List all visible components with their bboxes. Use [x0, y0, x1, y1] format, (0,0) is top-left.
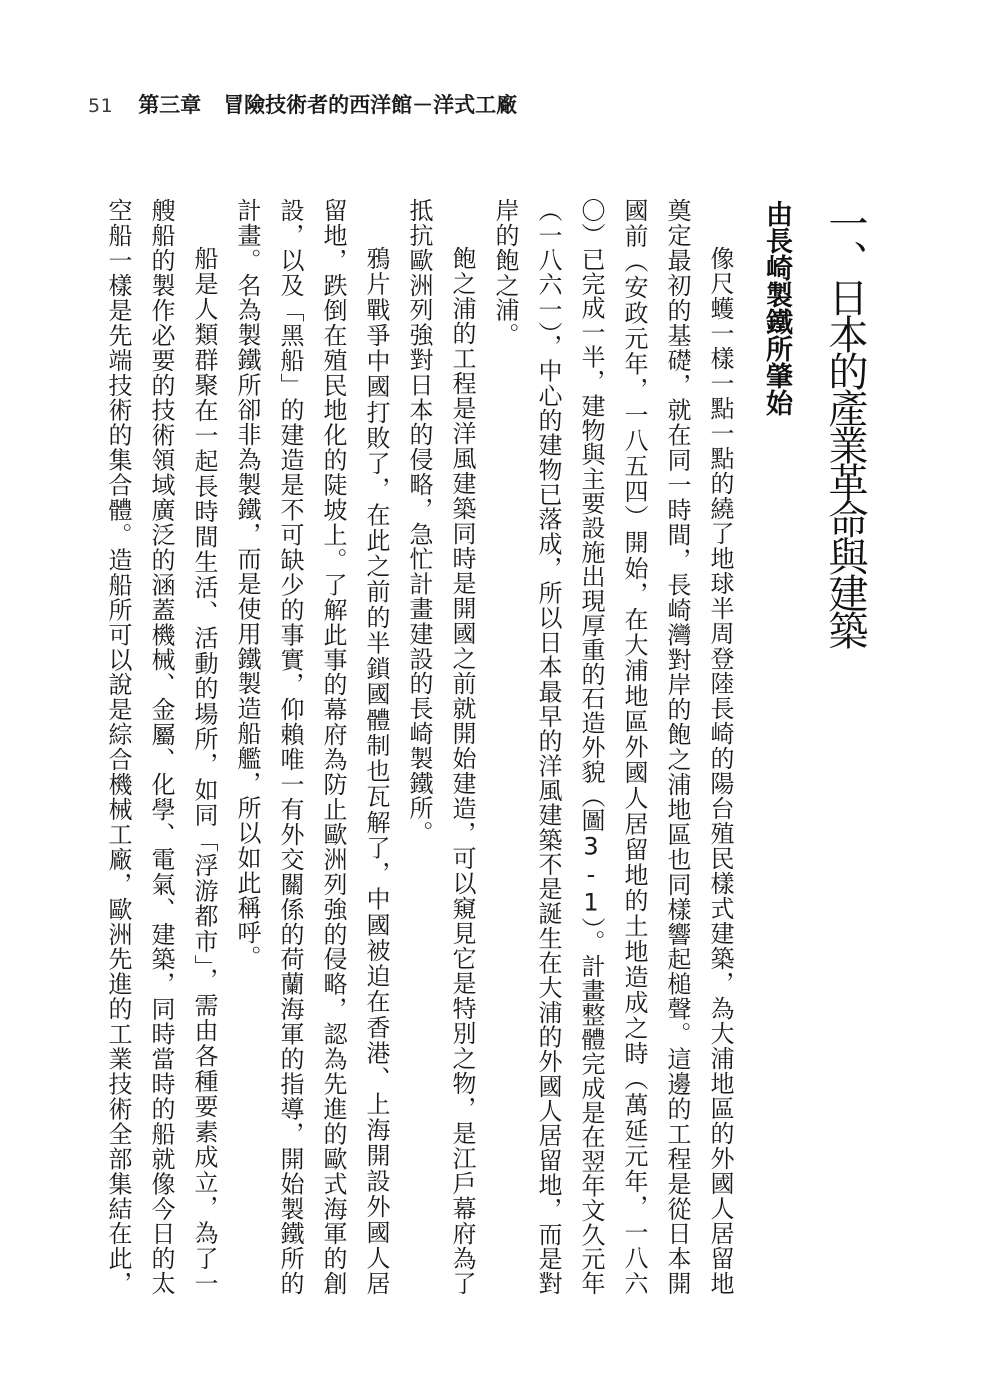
body-line: 艘船的製作必要的技術領域廣泛的涵蓋機械、金屬、化學、電氣、建築，同時當時的船就像今日的太 [147, 198, 175, 1295]
body-line: 設，以及「黑船」的建造是不可缺少的事實，仰賴唯一有外交關係的荷蘭海軍的指導，開始製鐵所的 [276, 198, 304, 1295]
chapter-title: 冒險技術者的西洋館－洋式工廠 [223, 93, 518, 117]
body-line: 岸的飽之浦。 [491, 198, 519, 348]
body-line: 奠定最初的基礎，就在同一時間，長崎灣對岸的飽之浦地區也同樣響起槌聲。這邊的工程是從日本開 [663, 198, 691, 1295]
running-header [88, 92, 517, 119]
body-line: 計畫。名為製鐵所卻非為製鐵，而是使用鐵製造船艦，所以如此稱呼。 [233, 198, 261, 970]
body-line: 船是人類群聚在一起長時間生活、活動的場所，如同「浮游都市」，需由各種要素成立，為了一 [190, 246, 218, 1295]
body-line: （一八六一），中心的建物已落成，所以日本最早的洋風建築不是誕生在大浦的外國人居留地，而是對 [534, 198, 562, 1295]
body-line: 空船一樣是先端技術的集合體。造船所可以說是綜合機械工廠，歐洲先進的工業技術全部集結在此， [104, 198, 132, 1295]
body-line: 抵抗歐洲列強對日本的侵略，急忙計畫建設的長崎製鐵所。 [405, 198, 433, 846]
body-line: 〇）已完成一半，建物與主要設施出現厚重的石造外貌（圖3-1）。計畫整體完成是在翌年文久元年 [577, 198, 605, 1296]
subsection-title: 由長崎製鐵所肇始 [761, 200, 792, 416]
upright-text-run: 3-1 [577, 832, 605, 917]
body-line: 國前（安政元年，一八五四）開始，在大浦地區外國人居留地的土地造成之時（萬延元年，一八六 [620, 198, 648, 1295]
body-line: 留地，跌倒在殖民地化的陡坡上。了解此事的幕府為防止歐洲列強的侵略，認為先進的歐式海軍的創 [319, 198, 347, 1295]
body-line: 飽之浦的工程是洋風建築同時是開國之前就開始建造，可以窺見它是特別之物，是江戶幕府為了 [448, 246, 476, 1295]
section-title: 一、日本的產業革命與建築 [822, 203, 868, 647]
page-number: 51 [88, 95, 114, 117]
body-line: 像尺蠖一樣一點一點的繞了地球半周登陸長崎的陽台殖民樣式建築，為大浦地區的外國人居留地 [706, 246, 734, 1295]
body-line: 鴉片戰爭中國打敗了，在此之前的半鎖國體制也瓦解了，中國被迫在香港、上海開設外國人居 [362, 246, 390, 1295]
chapter-label: 第三章 [138, 93, 202, 117]
